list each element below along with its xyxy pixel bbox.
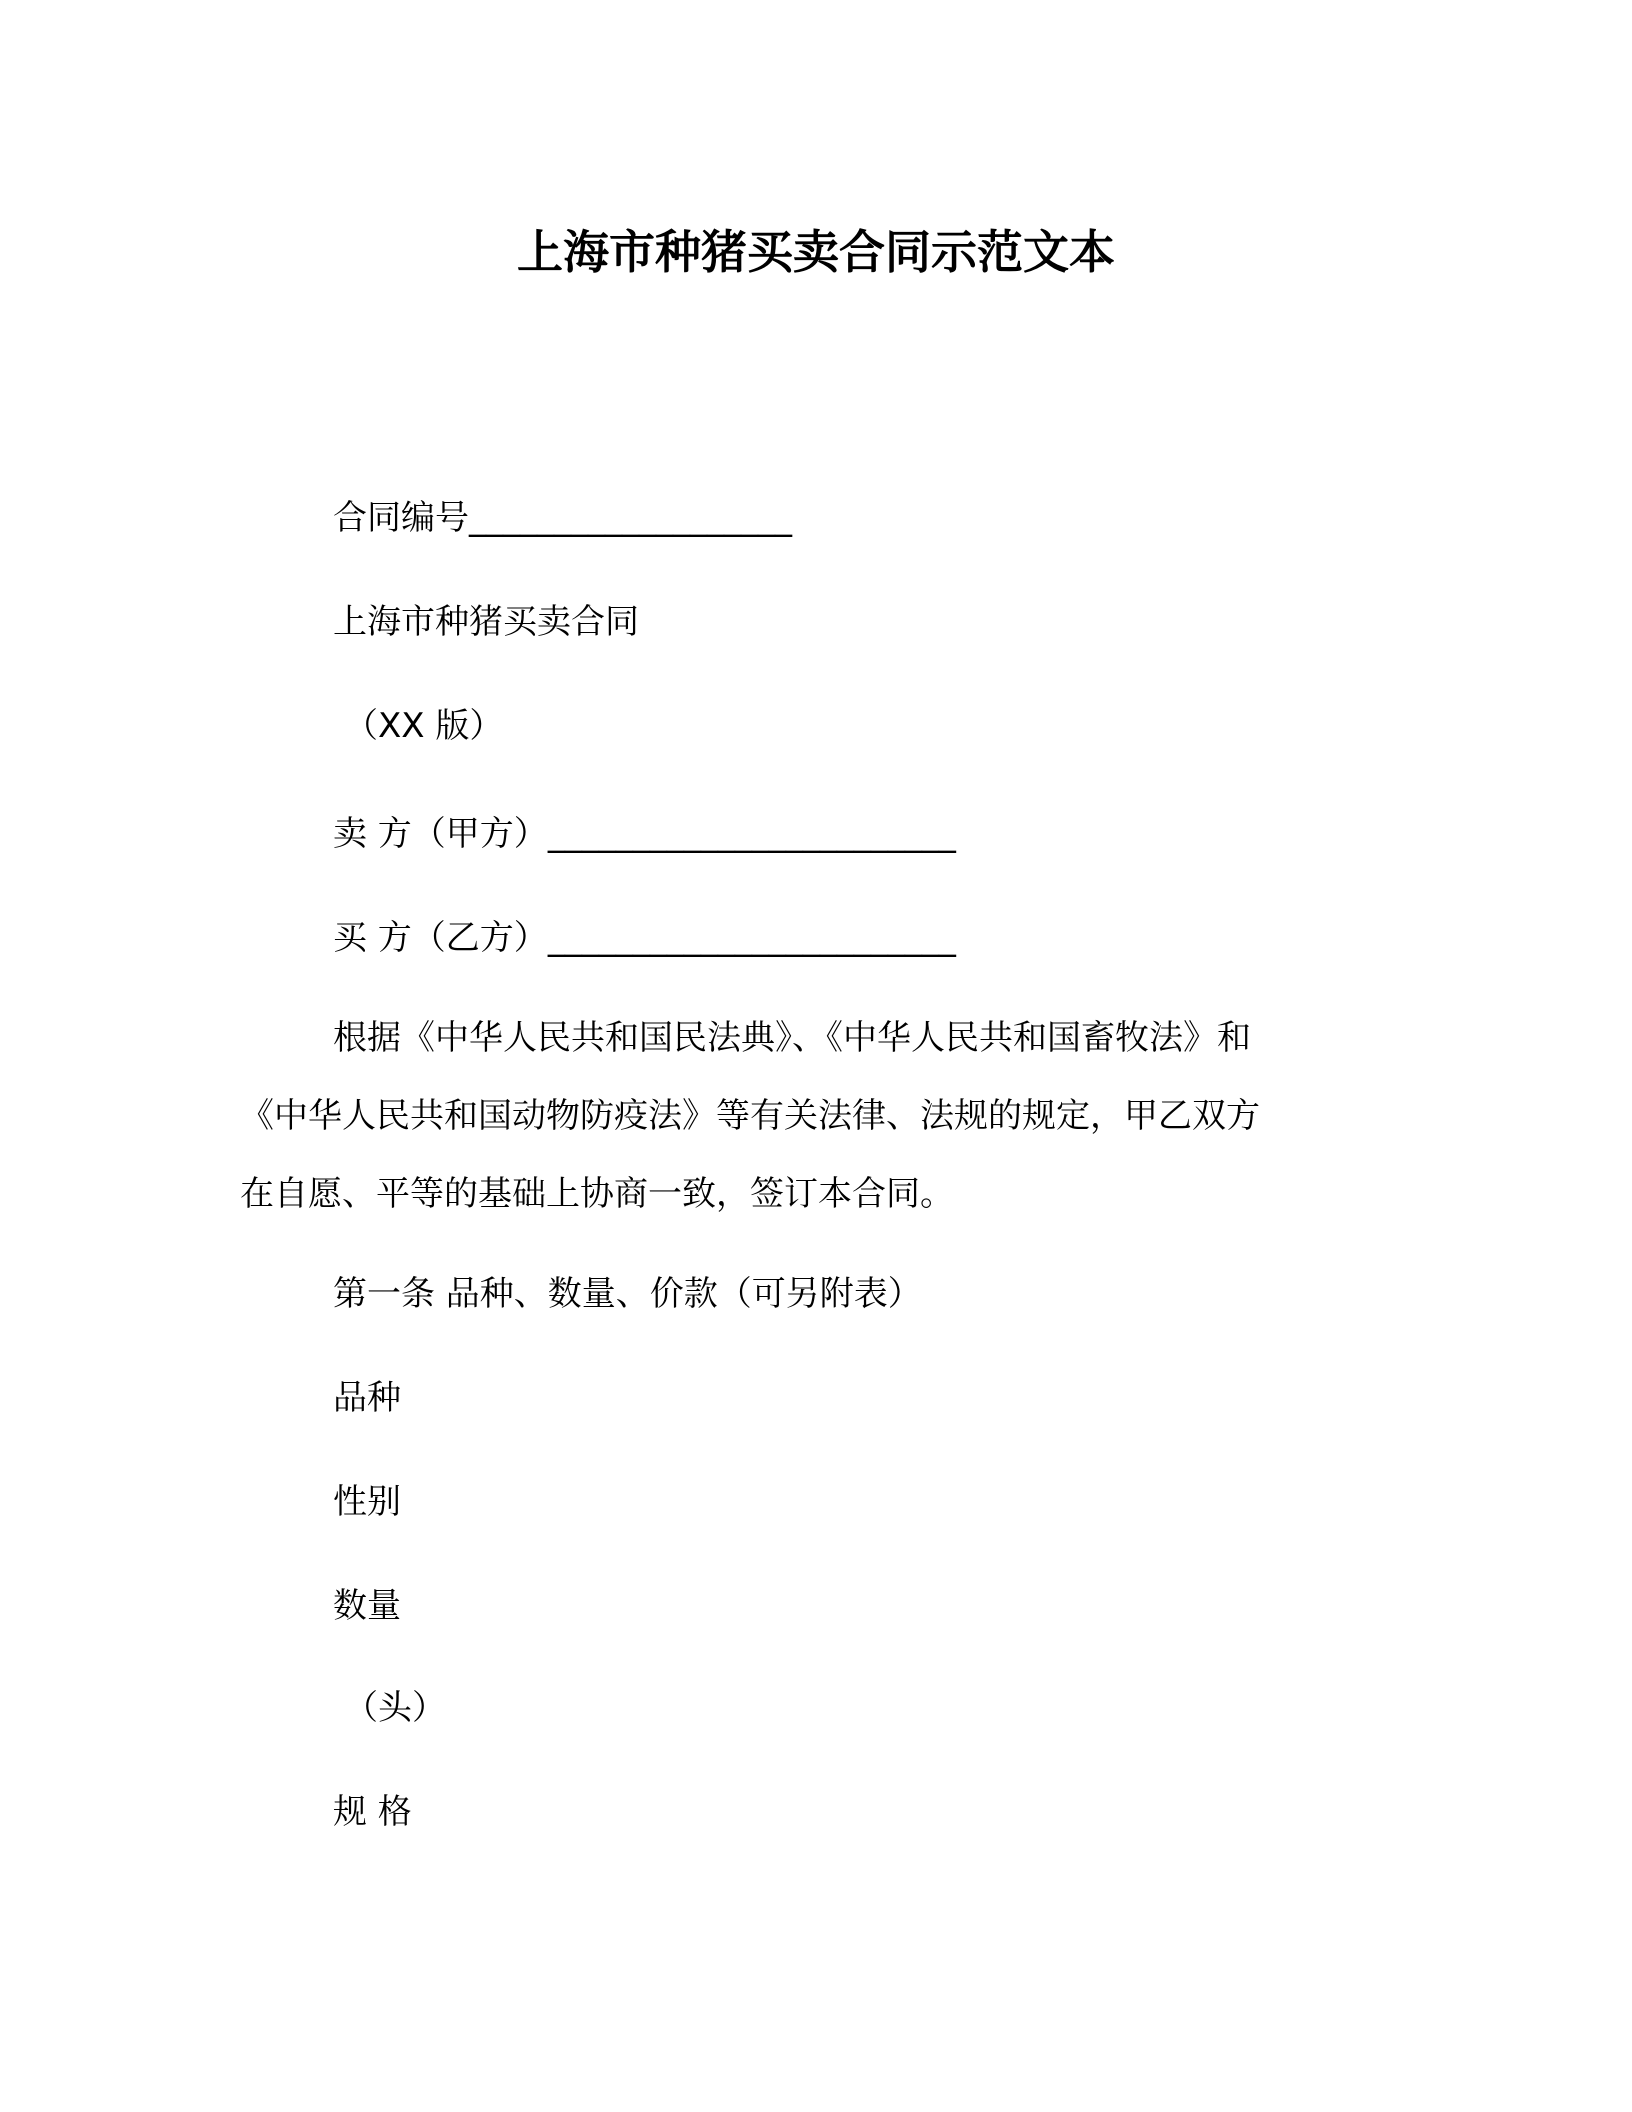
field-quantity-unit: （头） — [344, 1688, 446, 1728]
buyer-label: 买 方（乙方） — [333, 918, 548, 958]
seller-line — [333, 812, 956, 856]
field-quantity: 数量 — [333, 1586, 401, 1626]
seller-blank: ________________________ — [547, 814, 956, 854]
field-sex: 性别 — [333, 1482, 401, 1522]
preamble-line-3: 在自愿、平等的基础上协商一致，签订本合同。 — [240, 1174, 954, 1214]
contract-name: 上海市种猪买卖合同 — [333, 602, 639, 642]
preamble-line-1: 根据《中华人民共和国民法典》、《中华人民共和国畜牧法》和 — [333, 1018, 1251, 1058]
field-spec: 规 格 — [333, 1792, 412, 1832]
document-title: 上海市种猪买卖合同示范文本 — [517, 225, 1115, 279]
seller-label: 卖 方（甲方） — [333, 814, 548, 854]
contract-number-label: 合同编号 — [333, 498, 469, 538]
article-1-heading: 第一条 品种、数量、价款（可另附表） — [333, 1274, 922, 1314]
buyer-blank: ________________________ — [547, 918, 956, 958]
contract-number-blank: ___________________ — [469, 498, 792, 538]
preamble-line-2: 《中华人民共和国动物防疫法》等有关法律、法规的规定，甲乙双方 — [240, 1096, 1260, 1136]
field-variety: 品种 — [333, 1378, 401, 1418]
buyer-line — [333, 916, 956, 960]
contract-number-line — [333, 496, 792, 540]
contract-edition: （XX 版） — [344, 706, 504, 746]
